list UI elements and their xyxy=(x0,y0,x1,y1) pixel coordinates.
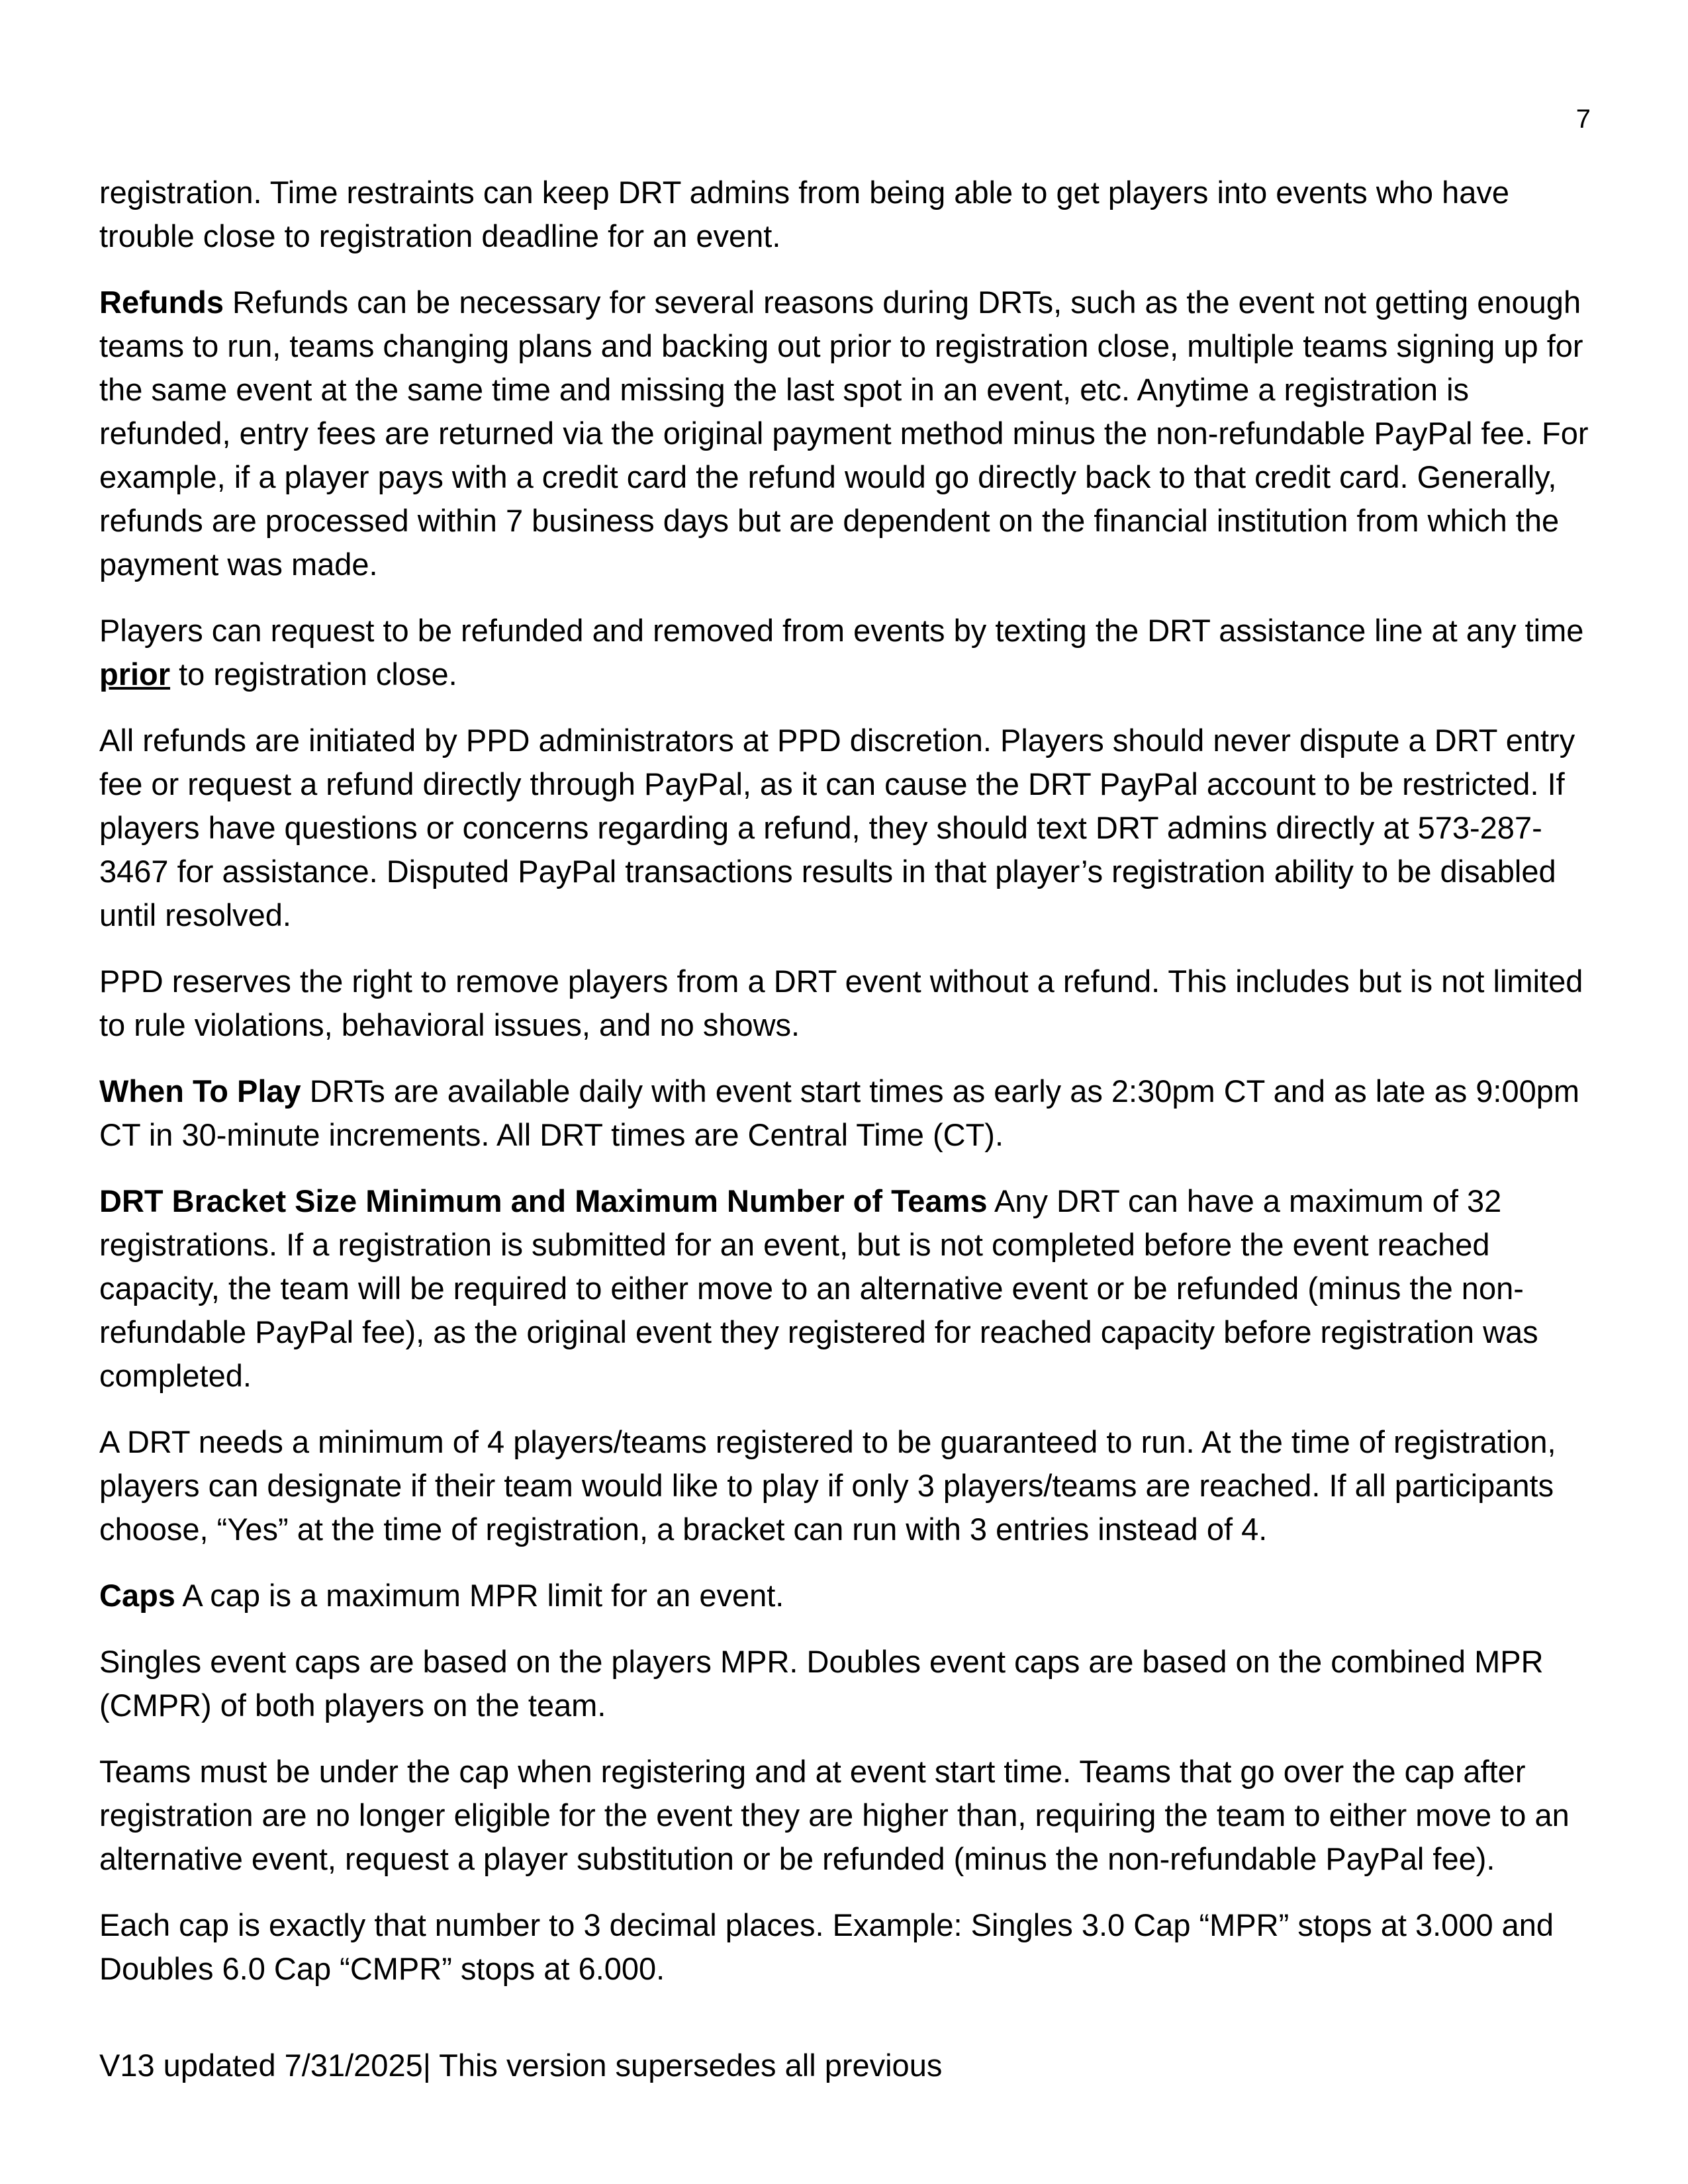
caps-text: A cap is a maximum MPR limit for an event. xyxy=(175,1578,784,1613)
refunds-text: Refunds can be necessary for several reasons during DRTs, such as the event not getting enough teams to run, teams changing plans and backing out prior to registration close, multiple teams signing up for the same event at the same time and missing the last spot in an event, etc. Anytime a registration is refunded, entry fees are returned via the original payment method minus the non-refundable PayPal fee. For example, if a player pays with a credit card the refund would go directly back to that credit card. Generally, refunds are processed within 7 business days but are dependent on the financial institution from which the payment was made. xyxy=(99,285,1589,582)
paragraph-caps-eligibility: Teams must be under the cap when registering and at event start time. Teams that go over the cap after registration are no longer eligible for the event they are higher than, requiring the team to either move to an alternative event, request a player substitution or be refunded (minus the non-refundable PayPal fee). xyxy=(99,1754,1570,1876)
paragraph-caps-precision: Each cap is exactly that number to 3 decimal places. Example: Singles 3.0 Cap “MPR” stops at 3.000 and Doubles 6.0 Cap “CMPR” stops at 6.000. xyxy=(99,1907,1554,1986)
paragraph-removal-rights: PPD reserves the right to remove players from a DRT event without a refund. This includes but is not limited to rule violations, behavioral issues, and no shows. xyxy=(99,964,1583,1042)
when-to-play-text: DRTs are available daily with event start times as early as 2:30pm CT and as late as 9:00pm CT in 30-minute increments. All DRT times are Central Time (CT). xyxy=(99,1073,1580,1152)
paragraph-bracket-size xyxy=(99,1179,1589,1398)
paragraph-refund-request xyxy=(99,609,1589,696)
section-heading-refunds: Refunds xyxy=(99,285,224,320)
paragraph-caps xyxy=(99,1574,1589,1617)
refund-request-text-before: Players can request to be refunded and removed from events by texting the DRT assistance line at any time xyxy=(99,613,1584,648)
paragraph-minimum-teams: A DRT needs a minimum of 4 players/teams registered to be guaranteed to run. At the time of registration, players can designate if their team would like to play if only 3 players/teams are reached. If all participants choose, “Yes” at the time of registration, a bracket can run with 3 entries instead of 4. xyxy=(99,1424,1556,1547)
refund-request-text-after: to registration close. xyxy=(170,657,457,692)
paragraph-when-to-play xyxy=(99,1069,1589,1157)
paragraph-refund-policy: All refunds are initiated by PPD administrators at PPD discretion. Players should never dispute a DRT entry fee or request a refund directly through PayPal, as it can cause the DRT PayPal account to be restricted. If players have questions or concerns regarding a refund, they should text DRT admins directly at 573-287-3467 for assistance. Disputed PayPal transactions results in that player’s registration ability to be disabled until resolved. xyxy=(99,723,1575,933)
paragraph-caps-basis: Singles event caps are based on the players MPR. Doubles event caps are based on the combined MPR (CMPR) of both players on the team. xyxy=(99,1644,1544,1723)
section-heading-caps: Caps xyxy=(99,1578,175,1613)
paragraph-refunds xyxy=(99,281,1589,586)
document-body xyxy=(99,171,1589,2013)
page-number: 7 xyxy=(1575,105,1591,134)
emphasis-prior: prior xyxy=(99,657,171,692)
section-heading-when-to-play: When To Play xyxy=(99,1073,301,1109)
section-heading-bracket-size: DRT Bracket Size Minimum and Maximum Number of Teams xyxy=(99,1183,988,1218)
page-footer: V13 updated 7/31/2025| This version supersedes all previous xyxy=(99,2048,943,2083)
paragraph-registration-continued: registration. Time restraints can keep DRT admins from being able to get players into events who have trouble close to registration deadline for an event. xyxy=(99,175,1510,253)
bracket-size-text: Any DRT can have a maximum of 32 registrations. If a registration is submitted for an event, but is not completed before the event reached capacity, the team will be required to either move to an alternative event or be refunded (minus the non-refundable PayPal fee), as the original event they registered for reached capacity before registration was completed. xyxy=(99,1183,1538,1393)
